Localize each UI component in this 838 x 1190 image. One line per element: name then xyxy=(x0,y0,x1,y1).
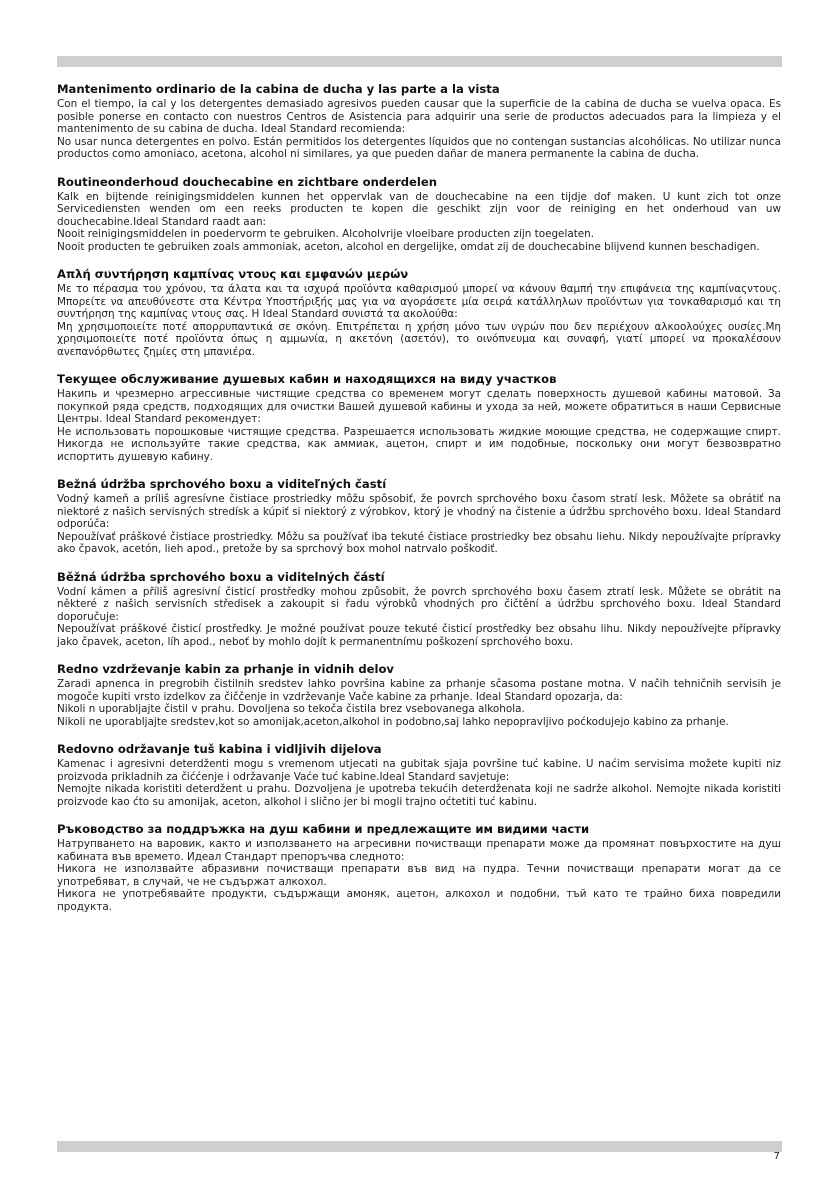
section-sk xyxy=(57,477,781,556)
section-el xyxy=(57,267,781,358)
section-paragraph: Не использовать порошковые чистящие средства. Разрешается использовать жидкие моющие средства, не содержащие спирт. Никогда не используйте такие средства, как аммиак, ацетон, спирт и им подобные, поскольку они могут безвозвратно испортить душевую кабину. xyxy=(57,425,781,463)
section-heading: Routineonderhoud douchecabine en zichtbare onderdelen xyxy=(57,174,437,189)
section-paragraph: Nemojte nikada koristiti deterdžent u prahu. Dozvoljena je upotreba tekućih deterdženata koji ne sadrže alkohol. Nemojte nikada koristiti proizvode kao ćto su amonijak, aceton, alkohol i slično jer bi mogli trajno oćtetiti tuć kabinu. xyxy=(57,783,781,808)
section-heading: Ръководство за поддръжка на душ кабини и предлежащите им видими части xyxy=(57,822,590,836)
section-heading: Текущее обслуживание душевых кабин и находящихся на виду участков xyxy=(57,372,557,386)
section-paragraph: Zaradi apnenca in pregrobih čistilnih sredstev lahko površina kabine za prhanje sčasoma postane motna. V načih tehničnih servisih je mogoče kupiti vrsto izdelkov za čiččenje in vzdrževanje Vače kabine za prhanje. Ideal Standard opozarja, da: xyxy=(57,678,781,703)
section-es xyxy=(57,82,781,161)
section-bg xyxy=(57,822,781,913)
section-paragraph: Nepoužívať práškové čistiace prostriedky. Môžu sa používať iba tekuté čistiace prostriedky bez obsahu liehu. Nikdy nepoužívajte prípravky ako čpavok, acetón, lieh apod., pretože by sa sprchový box mohol natrvalo poškodiť. xyxy=(57,530,781,555)
section-paragraph: Nooit reinigingsmiddelen in poedervorm te gebruiken. Alcoholvrije vloeibare producten zijn toegelaten. xyxy=(57,228,595,240)
footer-divider-bar xyxy=(57,1141,782,1152)
section-paragraph: Nooit producten te gebruiken zoals ammoniak, aceton, alcohol en dergelijke, omdat zij de douchecabine blijvend kunnen beschadigen. xyxy=(57,240,760,253)
section-paragraph: Nepoužívat práškové čisticí prostředky. Je možné používat pouze tekuté čisticí prostředky bez obsahu lihu. Nikdy nepoužívejte přípravky jako čpavek, aceton, líh apod., neboť by mohlo dojít k permanentnímu poškození sprchového boxu. xyxy=(57,623,781,648)
section-heading: Απλή συντήρηση καμπίνας ντους και εμφανών μερών xyxy=(57,267,409,281)
section-paragraph: Kalk en bijtende reinigingsmiddelen kunnen het oppervlak van de douchecabine na een tijdje dof maken. U kunt zich tot onze Servicediensten wenden om een reeks producten te kopen die geschikt zijn voor de reiniging en het onderhoud van uw douchecabine.Ideal Standard raadt aan: xyxy=(57,190,781,228)
section-paragraph: Vodní kámen a příliš agresivní čisticí prostředky mohou způsobit, že povrch sprchového boxu časem ztratí lesk. Můžete se obrátit na některé z našich servisních středisek a zakoupit si řadu výrobků vhodných pro čičtění a údržbu sprchového boxu. Ideal Standard doporučuje: xyxy=(57,585,781,623)
section-paragraph: Натрупването на варовик, както и използването на агресивни почистващи препарати може да промянат повърхостите на душ кабината във времето. Идеал Стандарт препоръчва следното: xyxy=(57,838,781,863)
section-paragraph: Με το πέρασμα του χρόνου, τα άλατα και τα ισχυρά προϊόντα καθαρισμού μπορεί να κάνουν θαμπή την επιφάνεια της καμπίναςντους. Μπορείτε να απευθύνεστε στα Κέντρα Υποστήριξής μας για να αγοράσετε μία σειρά κατάλληλων προϊόντων για τονκαθαρισμό και τη συντήρηση της καμπίνας ντους σας. Η Ideal Standard συνιστά τα ακολούθα: xyxy=(57,283,781,320)
section-heading: Redovno održavanje tuš kabina i vidljivih dijelova xyxy=(57,742,382,756)
section-cs xyxy=(57,570,781,649)
section-paragraph: Μη χρησιμοποιείτε ποτέ απορρυπαντικά σε σκόνη. Επιτρέπεται η χρήση μόνο των υγρών που δεν περιέχουν αλκοολούχες ουσίες.Μη χρησιμοποιείτε ποτέ προϊόντα όπως η αμμωνία, η ακετόνη (ασετόν), το οινόπνευμα και συναφή, γιατί μπορεί να προκαλέσουν ανεπανόρθωτες ζημίες στη μπανιέρα. xyxy=(57,320,781,358)
section-paragraph: No usar nunca detergentes en polvo. Están permitidos los detergentes líquidos que no contengan sustancias alcohólicas. No utilizar nunca productos como amoniaco, acetona, alcohol ni similares, ya que pueden dañar de manera permanente la cabina de ducha. xyxy=(57,135,781,160)
section-paragraph: Nikoli ne uporabljajte sredstev,kot so amonijak,aceton,alkohol in podobno,saj lahko nepopravljivo poćkodujejo kabino za prhanje. xyxy=(57,715,729,728)
section-sl xyxy=(57,662,781,728)
section-heading: Redno vzdrževanje kabin za prhanje in vidnih delov xyxy=(57,662,394,676)
section-nl xyxy=(57,175,781,254)
section-paragraph: Никога не употребявайте продукти, съдържащи амоняк, ацетон, алкохол и подобни, тъй като те трайно биха повредили продукта. xyxy=(57,888,781,913)
section-hr xyxy=(57,742,781,808)
page-number: 7 xyxy=(773,1151,780,1162)
section-paragraph: Vodný kameň a príliš agresívne čistiace prostriedky môžu spôsobiť, že povrch sprchového boxu časom stratí lesk. Môžete sa obrátiť na niektoré z našich servisných stredísk a kúpiť si niektorý z výrobkov, ktorý je vhodný na čistenie a údržbu sprchového boxu. Ideal Standard odporúča: xyxy=(57,493,781,530)
section-heading: Běžná údržba sprchového boxu a viditelných částí xyxy=(57,569,385,584)
section-paragraph: Con el tiempo, la cal y los detergentes demasiado agresivos pueden causar que la superficie de la cabina de ducha se vuelva opaca. Es posible ponerse en contacto con nuestros Centros de Asistencia para adquirir una serie de productos adecuados para la limpieza y el mantenimento de su cabina de ducha. Ideal Standard recomienda: xyxy=(57,98,781,135)
section-paragraph: Накипь и чрезмерно агрессивные чистящие средства со временем могут сделать поверхность душевой кабины матовой. За покупкой ряда средств, подходящих для очистки Вашей душевой кабины и ухода за ней, можете обратиться в наши Сервисные Центры. Ideal Standard рекомендует: xyxy=(57,388,781,425)
page-content xyxy=(57,82,781,913)
section-paragraph: Никога не използвайте абразивни почистващи препарати във вид на пудра. Течни почистващи препарати могат да се употребяват, в случай, че не съдържат алкохол. xyxy=(57,863,781,888)
header-divider-bar xyxy=(57,56,782,67)
section-heading: Mantenimento ordinario de la cabina de ducha y las parte a la vista xyxy=(57,82,500,96)
section-paragraph: Kamenac i agresivni deterdženti mogu s vremenom utjecati na gubitak sjaja površine tuć kabine. U naćim servisima možete kupiti niz proizvoda prikladnih za čiććenje i održavanje Vaće tuć kabine.Ideal Standard savjetuje: xyxy=(57,758,781,783)
section-heading: Bežná údržba sprchového boxu a viditeľných častí xyxy=(57,477,387,491)
section-paragraph: Nikoli n uporabljajte čistil v prahu. Dovoljena so tekoča čistila brez vsebovanega alkohola. xyxy=(57,703,525,715)
section-ru xyxy=(57,372,781,463)
